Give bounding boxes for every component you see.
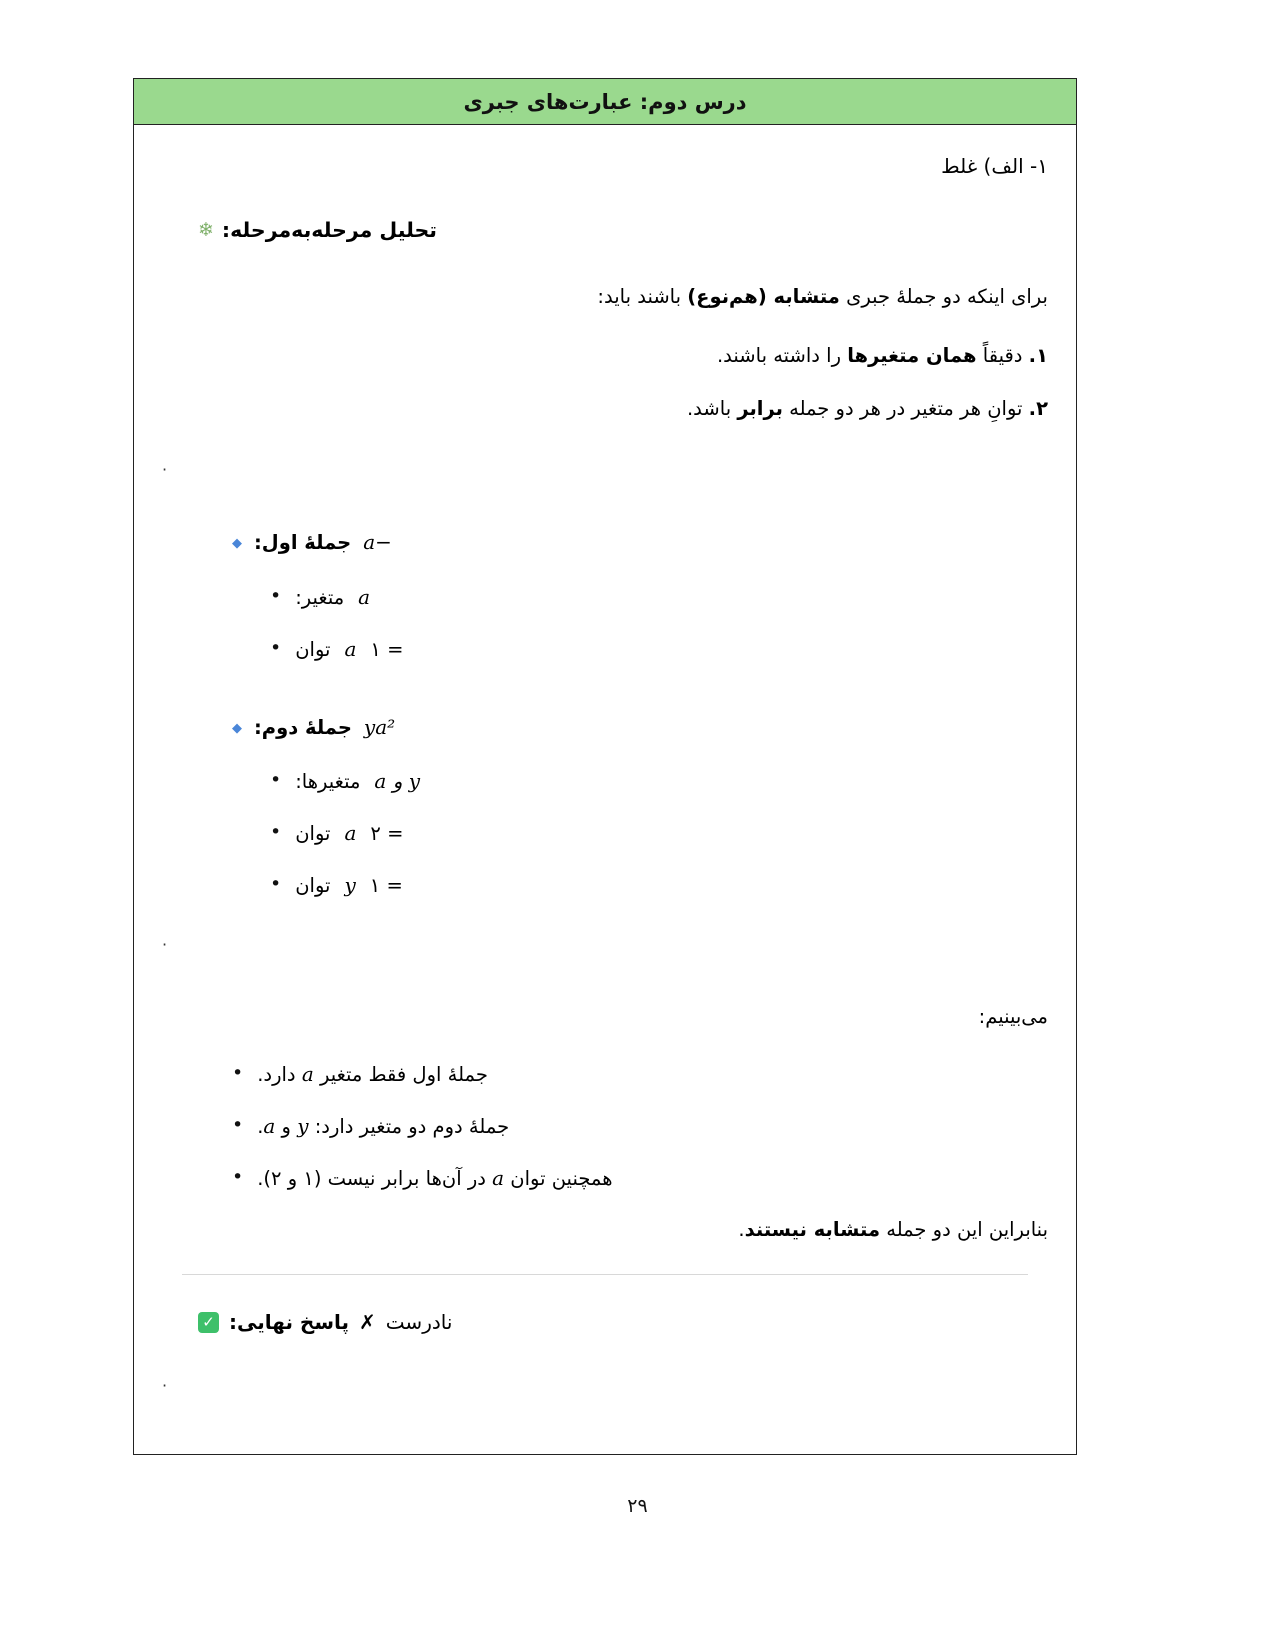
bullet-icon: • bbox=[270, 584, 282, 607]
first-term-variable-label: متغیر: bbox=[295, 585, 345, 609]
diamond-bullet-icon: ◆ bbox=[232, 536, 242, 552]
second-term-power-a-value: = ۲ bbox=[370, 821, 404, 845]
first-term-heading bbox=[162, 523, 1048, 561]
diamond-bullet-icon: ◆ bbox=[232, 720, 242, 736]
second-term-power-y-variable: y bbox=[344, 872, 356, 897]
lesson-content bbox=[134, 125, 1076, 1454]
second-term-power-y-value: = ۱ bbox=[369, 873, 403, 897]
second-term-heading bbox=[162, 708, 1048, 746]
final-answer-value: نادرست bbox=[385, 1310, 453, 1335]
observation-point bbox=[162, 1159, 1048, 1197]
first-term-power-variable: a bbox=[344, 636, 357, 661]
observation-conclusion: بنابراین این دو جمله متشابه نیستند. bbox=[738, 1218, 1048, 1242]
spacer-dot: · bbox=[162, 934, 168, 954]
second-term-variables-value: y و a bbox=[374, 768, 421, 793]
lesson-title: درس دوم: عبارت‌های جبری bbox=[463, 89, 747, 114]
second-term-label: جملهٔ دوم: bbox=[254, 715, 352, 739]
second-term-power-a-variable: a bbox=[344, 820, 357, 845]
first-term-power bbox=[162, 630, 1048, 668]
puzzle-icon: ❄ bbox=[198, 218, 214, 241]
first-term-expression: −a bbox=[363, 530, 392, 555]
first-term-power-value: = ۱ bbox=[370, 637, 404, 661]
section-divider bbox=[182, 1274, 1028, 1275]
final-answer-row bbox=[162, 1303, 1048, 1341]
spacer-dot: · bbox=[162, 1376, 168, 1396]
final-answer-mark: ✗ bbox=[359, 1310, 376, 1335]
bullet-icon: • bbox=[270, 636, 282, 659]
rule-item bbox=[162, 337, 1048, 374]
observation-point-text: جملهٔ دوم دو متغیر دارد: y و a. bbox=[257, 1114, 510, 1139]
analysis-intro: برای اینکه دو جملهٔ جبری متشابه (هم‌نوع) باشند باید: bbox=[597, 284, 1048, 308]
first-term-power-label: توان bbox=[295, 637, 331, 661]
analysis-title: تحلیل مرحله‌به‌مرحله: bbox=[221, 218, 437, 242]
page-number: ۲۹ bbox=[627, 1495, 648, 1517]
check-icon: ✓ bbox=[198, 1312, 219, 1333]
first-term-variable-value: a bbox=[358, 584, 371, 609]
lesson-card bbox=[133, 78, 1077, 1455]
first-term-variable bbox=[162, 578, 1048, 616]
bullet-icon: • bbox=[270, 820, 282, 843]
lesson-header bbox=[134, 79, 1076, 125]
second-term-power-a bbox=[162, 814, 1048, 852]
rule-number: ۱. bbox=[1028, 343, 1048, 367]
analysis-heading bbox=[162, 211, 1048, 250]
first-term-label: جملهٔ اول: bbox=[254, 531, 352, 555]
observation-point-text: همچنین توان a در آن‌ها برابر نیست (۱ و ۲). bbox=[257, 1166, 613, 1191]
final-answer-label: پاسخ نهایی: bbox=[229, 1310, 350, 1335]
bullet-icon: • bbox=[232, 1114, 244, 1137]
rule-item bbox=[162, 390, 1048, 427]
second-term-power-a-label: توان bbox=[295, 821, 331, 845]
rule-text: توانِ هر متغیر در هر دو جمله برابر باشد. bbox=[686, 397, 1023, 421]
observation-point bbox=[162, 1107, 1048, 1145]
bullet-icon: • bbox=[270, 768, 282, 791]
observation-point bbox=[162, 1055, 1048, 1093]
second-term-expression: ya² bbox=[363, 714, 396, 739]
rule-number: ۲. bbox=[1028, 397, 1048, 421]
rule-text: دقیقاً همان متغیرها را داشته باشند. bbox=[716, 343, 1023, 367]
observation-lead: می‌بینیم: bbox=[978, 1005, 1048, 1029]
bullet-icon: • bbox=[232, 1166, 244, 1189]
observation-point-text: جملهٔ اول فقط متغیر a دارد. bbox=[257, 1062, 488, 1087]
spacer-dot: · bbox=[162, 460, 168, 480]
second-term-power-y bbox=[162, 866, 1048, 904]
question-label: ۱- الف) غلط bbox=[941, 154, 1048, 178]
second-term-variables-label: متغیرها: bbox=[295, 769, 361, 793]
bullet-icon: • bbox=[270, 872, 282, 895]
bullet-icon: • bbox=[232, 1062, 244, 1085]
second-term-variables bbox=[162, 762, 1048, 800]
second-term-power-y-label: توان bbox=[295, 873, 331, 897]
